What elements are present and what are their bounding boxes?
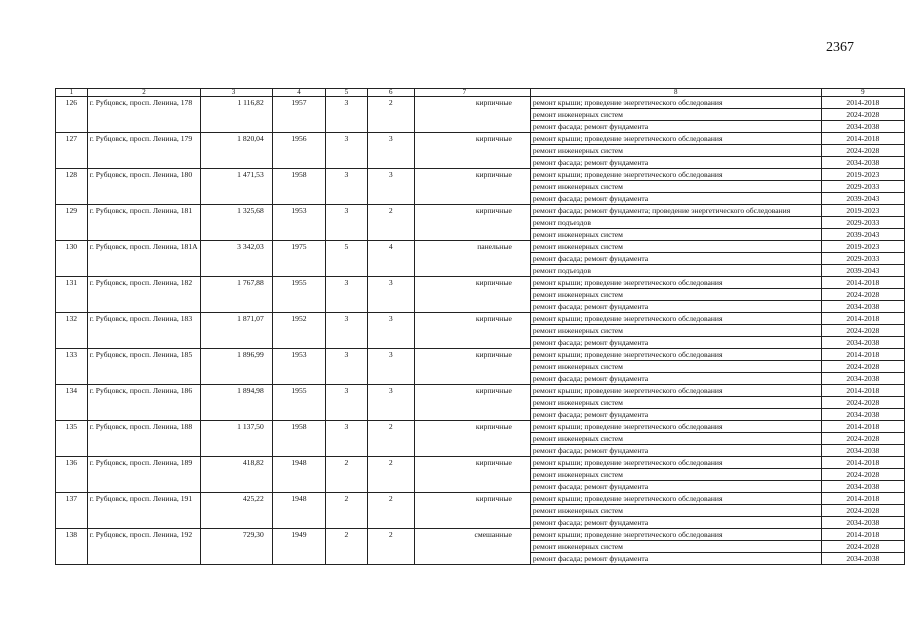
- repair-period-cell: 2034-2038: [821, 301, 904, 313]
- column-header-4: 4: [272, 89, 325, 97]
- address-cell: г. Рубцовск, просп. Ленина, 188: [87, 421, 201, 457]
- repair-work-cell: ремонт крыши; проведение энергетического обследования: [530, 349, 821, 361]
- repair-work-cell: ремонт инженерных систем: [530, 469, 821, 481]
- wall-material-cell: смешанные: [414, 529, 530, 565]
- repair-period-cell: 2024-2028: [821, 505, 904, 517]
- column-header-8: 8: [530, 89, 821, 97]
- repair-work-cell: ремонт инженерных систем: [530, 145, 821, 157]
- row-number: 134: [56, 385, 88, 421]
- repair-work-cell: ремонт крыши; проведение энергетического обследования: [530, 457, 821, 469]
- entrances-cell: 3: [367, 313, 414, 349]
- repair-period-cell: 2019-2023: [821, 169, 904, 181]
- row-number: 129: [56, 205, 88, 241]
- repair-period-cell: 2024-2028: [821, 433, 904, 445]
- entrances-cell: 2: [367, 97, 414, 133]
- repair-period-cell: 2019-2023: [821, 205, 904, 217]
- area-cell: 1 137,50: [201, 421, 272, 457]
- repair-work-cell: ремонт инженерных систем: [530, 241, 821, 253]
- repair-period-cell: 2014-2018: [821, 277, 904, 289]
- year-cell: 1958: [272, 421, 325, 457]
- address-cell: г. Рубцовск, просп. Ленина, 186: [87, 385, 201, 421]
- floors-cell: 2: [326, 457, 367, 493]
- repair-work-cell: ремонт фасада; ремонт фундамента: [530, 253, 821, 265]
- address-cell: г. Рубцовск, просп. Ленина, 182: [87, 277, 201, 313]
- area-cell: 1 894,98: [201, 385, 272, 421]
- column-header-1: 1: [56, 89, 88, 97]
- floors-cell: 3: [326, 133, 367, 169]
- wall-material-cell: кирпичные: [414, 385, 530, 421]
- repair-work-cell: ремонт подъездов: [530, 217, 821, 229]
- repair-period-cell: 2014-2018: [821, 349, 904, 361]
- row-number: 137: [56, 493, 88, 529]
- year-cell: 1948: [272, 457, 325, 493]
- floors-cell: 5: [326, 241, 367, 277]
- column-header-2: 2: [87, 89, 201, 97]
- repair-work-cell: ремонт фасада; ремонт фундамента: [530, 517, 821, 529]
- year-cell: 1956: [272, 133, 325, 169]
- wall-material-cell: кирпичные: [414, 349, 530, 385]
- repair-period-cell: 2034-2038: [821, 157, 904, 169]
- repair-work-cell: ремонт крыши; проведение энергетического обследования: [530, 493, 821, 505]
- repair-work-cell: ремонт инженерных систем: [530, 109, 821, 121]
- wall-material-cell: кирпичные: [414, 205, 530, 241]
- address-cell: г. Рубцовск, просп. Ленина, 189: [87, 457, 201, 493]
- repair-period-cell: 2034-2038: [821, 481, 904, 493]
- area-cell: 1 116,82: [201, 97, 272, 133]
- table-row: [56, 457, 905, 469]
- repair-work-cell: ремонт крыши; проведение энергетического обследования: [530, 529, 821, 541]
- row-number: 131: [56, 277, 88, 313]
- area-cell: 1 325,68: [201, 205, 272, 241]
- entrances-cell: 2: [367, 529, 414, 565]
- address-cell: г. Рубцовск, просп. Ленина, 191: [87, 493, 201, 529]
- repair-period-cell: 2029-2033: [821, 181, 904, 193]
- repair-period-cell: 2014-2018: [821, 421, 904, 433]
- floors-cell: 3: [326, 349, 367, 385]
- repair-work-cell: ремонт инженерных систем: [530, 541, 821, 553]
- repair-period-cell: 2019-2023: [821, 241, 904, 253]
- area-cell: 3 342,03: [201, 241, 272, 277]
- table-row: [56, 241, 905, 253]
- entrances-cell: 3: [367, 277, 414, 313]
- floors-cell: 3: [326, 385, 367, 421]
- repair-work-cell: ремонт инженерных систем: [530, 181, 821, 193]
- repair-work-cell: ремонт фасада; ремонт фундамента: [530, 121, 821, 133]
- floors-cell: 3: [326, 205, 367, 241]
- area-cell: 1 896,99: [201, 349, 272, 385]
- repair-period-cell: 2014-2018: [821, 313, 904, 325]
- repair-period-cell: 2034-2038: [821, 445, 904, 457]
- table-row: [56, 277, 905, 289]
- repair-period-cell: 2014-2018: [821, 133, 904, 145]
- entrances-cell: 4: [367, 241, 414, 277]
- address-cell: г. Рубцовск, просп. Ленина, 178: [87, 97, 201, 133]
- repair-period-cell: 2039-2043: [821, 229, 904, 241]
- year-cell: 1975: [272, 241, 325, 277]
- area-cell: 425,22: [201, 493, 272, 529]
- repair-work-cell: ремонт фасада; ремонт фундамента: [530, 445, 821, 457]
- year-cell: 1958: [272, 169, 325, 205]
- table-row: [56, 133, 905, 145]
- row-number: 138: [56, 529, 88, 565]
- repair-work-cell: ремонт крыши; проведение энергетического обследования: [530, 133, 821, 145]
- table-row: [56, 97, 905, 109]
- area-cell: 729,30: [201, 529, 272, 565]
- repair-work-cell: ремонт крыши; проведение энергетического обследования: [530, 385, 821, 397]
- area-cell: 1 871,07: [201, 313, 272, 349]
- area-cell: 1 820,04: [201, 133, 272, 169]
- address-cell: г. Рубцовск, просп. Ленина, 192: [87, 529, 201, 565]
- repair-work-cell: ремонт крыши; проведение энергетического обследования: [530, 169, 821, 181]
- address-cell: г. Рубцовск, просп. Ленина, 183: [87, 313, 201, 349]
- wall-material-cell: кирпичные: [414, 97, 530, 133]
- table-row: [56, 169, 905, 181]
- year-cell: 1953: [272, 205, 325, 241]
- area-cell: 1 471,53: [201, 169, 272, 205]
- column-header-7: 7: [414, 89, 530, 97]
- entrances-cell: 2: [367, 457, 414, 493]
- repair-period-cell: 2024-2028: [821, 541, 904, 553]
- entrances-cell: 3: [367, 169, 414, 205]
- repair-work-cell: ремонт фасада; ремонт фундамента; проведение энергетического обследования: [530, 205, 821, 217]
- repair-period-cell: 2029-2033: [821, 253, 904, 265]
- table-row: [56, 493, 905, 505]
- floors-cell: 3: [326, 313, 367, 349]
- row-number: 127: [56, 133, 88, 169]
- repair-period-cell: 2034-2038: [821, 517, 904, 529]
- repair-work-cell: ремонт инженерных систем: [530, 229, 821, 241]
- repair-work-cell: ремонт крыши; проведение энергетического обследования: [530, 97, 821, 109]
- table-row: [56, 349, 905, 361]
- year-cell: 1949: [272, 529, 325, 565]
- table-body: [56, 97, 905, 565]
- entrances-cell: 3: [367, 385, 414, 421]
- repair-work-cell: ремонт инженерных систем: [530, 325, 821, 337]
- repair-period-cell: 2024-2028: [821, 361, 904, 373]
- row-number: 130: [56, 241, 88, 277]
- wall-material-cell: кирпичные: [414, 313, 530, 349]
- table-row: [56, 421, 905, 433]
- floors-cell: 3: [326, 421, 367, 457]
- repair-work-cell: ремонт инженерных систем: [530, 361, 821, 373]
- repair-period-cell: 2024-2028: [821, 289, 904, 301]
- wall-material-cell: кирпичные: [414, 457, 530, 493]
- capital-repair-table: [55, 88, 905, 565]
- table-row: [56, 313, 905, 325]
- floors-cell: 2: [326, 493, 367, 529]
- repair-work-cell: ремонт фасада; ремонт фундамента: [530, 157, 821, 169]
- repair-period-cell: 2014-2018: [821, 385, 904, 397]
- wall-material-cell: кирпичные: [414, 277, 530, 313]
- repair-work-cell: ремонт инженерных систем: [530, 433, 821, 445]
- repair-period-cell: 2024-2028: [821, 397, 904, 409]
- repair-period-cell: 2014-2018: [821, 457, 904, 469]
- floors-cell: 3: [326, 277, 367, 313]
- table-row: [56, 205, 905, 217]
- repair-work-cell: ремонт крыши; проведение энергетического обследования: [530, 421, 821, 433]
- repair-work-cell: ремонт фасада; ремонт фундамента: [530, 337, 821, 349]
- entrances-cell: 2: [367, 421, 414, 457]
- column-header-5: 5: [326, 89, 367, 97]
- wall-material-cell: кирпичные: [414, 169, 530, 205]
- row-number: 135: [56, 421, 88, 457]
- column-header-9: 9: [821, 89, 904, 97]
- year-cell: 1948: [272, 493, 325, 529]
- repair-work-cell: ремонт инженерных систем: [530, 397, 821, 409]
- year-cell: 1955: [272, 277, 325, 313]
- repair-period-cell: 2029-2033: [821, 217, 904, 229]
- year-cell: 1955: [272, 385, 325, 421]
- repair-work-cell: ремонт крыши; проведение энергетического обследования: [530, 277, 821, 289]
- repair-period-cell: 2034-2038: [821, 121, 904, 133]
- wall-material-cell: кирпичные: [414, 133, 530, 169]
- page-number: 2367: [826, 40, 854, 55]
- repair-period-cell: 2024-2028: [821, 145, 904, 157]
- repair-work-cell: ремонт подъездов: [530, 265, 821, 277]
- entrances-cell: 2: [367, 205, 414, 241]
- row-number: 126: [56, 97, 88, 133]
- repair-period-cell: 2014-2018: [821, 493, 904, 505]
- year-cell: 1957: [272, 97, 325, 133]
- repair-period-cell: 2024-2028: [821, 325, 904, 337]
- floors-cell: 2: [326, 529, 367, 565]
- address-cell: г. Рубцовск, просп. Ленина, 181: [87, 205, 201, 241]
- repair-work-cell: ремонт фасада; ремонт фундамента: [530, 373, 821, 385]
- repair-work-cell: ремонт инженерных систем: [530, 505, 821, 517]
- table-row: [56, 385, 905, 397]
- repair-work-cell: ремонт крыши; проведение энергетического обследования: [530, 313, 821, 325]
- row-number: 128: [56, 169, 88, 205]
- repair-period-cell: 2024-2028: [821, 469, 904, 481]
- repair-period-cell: 2014-2018: [821, 529, 904, 541]
- repair-work-cell: ремонт инженерных систем: [530, 289, 821, 301]
- wall-material-cell: кирпичные: [414, 421, 530, 457]
- floors-cell: 3: [326, 169, 367, 205]
- repair-period-cell: 2034-2038: [821, 373, 904, 385]
- wall-material-cell: панельные: [414, 241, 530, 277]
- year-cell: 1952: [272, 313, 325, 349]
- column-header-6: 6: [367, 89, 414, 97]
- entrances-cell: 2: [367, 493, 414, 529]
- repair-period-cell: 2039-2043: [821, 193, 904, 205]
- wall-material-cell: кирпичные: [414, 493, 530, 529]
- floors-cell: 3: [326, 97, 367, 133]
- repair-period-cell: 2034-2038: [821, 553, 904, 565]
- address-cell: г. Рубцовск, просп. Ленина, 179: [87, 133, 201, 169]
- repair-period-cell: 2024-2028: [821, 109, 904, 121]
- row-number: 133: [56, 349, 88, 385]
- address-cell: г. Рубцовск, просп. Ленина, 181А: [87, 241, 201, 277]
- repair-work-cell: ремонт фасада; ремонт фундамента: [530, 553, 821, 565]
- area-cell: 1 767,88: [201, 277, 272, 313]
- address-cell: г. Рубцовск, просп. Ленина, 180: [87, 169, 201, 205]
- row-number: 132: [56, 313, 88, 349]
- repair-work-cell: ремонт фасада; ремонт фундамента: [530, 193, 821, 205]
- repair-period-cell: 2014-2018: [821, 97, 904, 109]
- repair-period-cell: 2034-2038: [821, 337, 904, 349]
- row-number: 136: [56, 457, 88, 493]
- repair-period-cell: 2034-2038: [821, 409, 904, 421]
- entrances-cell: 3: [367, 133, 414, 169]
- repair-period-cell: 2039-2043: [821, 265, 904, 277]
- repair-work-cell: ремонт фасада; ремонт фундамента: [530, 301, 821, 313]
- table-row: [56, 529, 905, 541]
- repair-work-cell: ремонт фасада; ремонт фундамента: [530, 409, 821, 421]
- area-cell: 418,82: [201, 457, 272, 493]
- repair-work-cell: ремонт фасада; ремонт фундамента: [530, 481, 821, 493]
- address-cell: г. Рубцовск, просп. Ленина, 185: [87, 349, 201, 385]
- year-cell: 1953: [272, 349, 325, 385]
- column-header-3: 3: [201, 89, 272, 97]
- entrances-cell: 3: [367, 349, 414, 385]
- column-number-row: [56, 89, 905, 97]
